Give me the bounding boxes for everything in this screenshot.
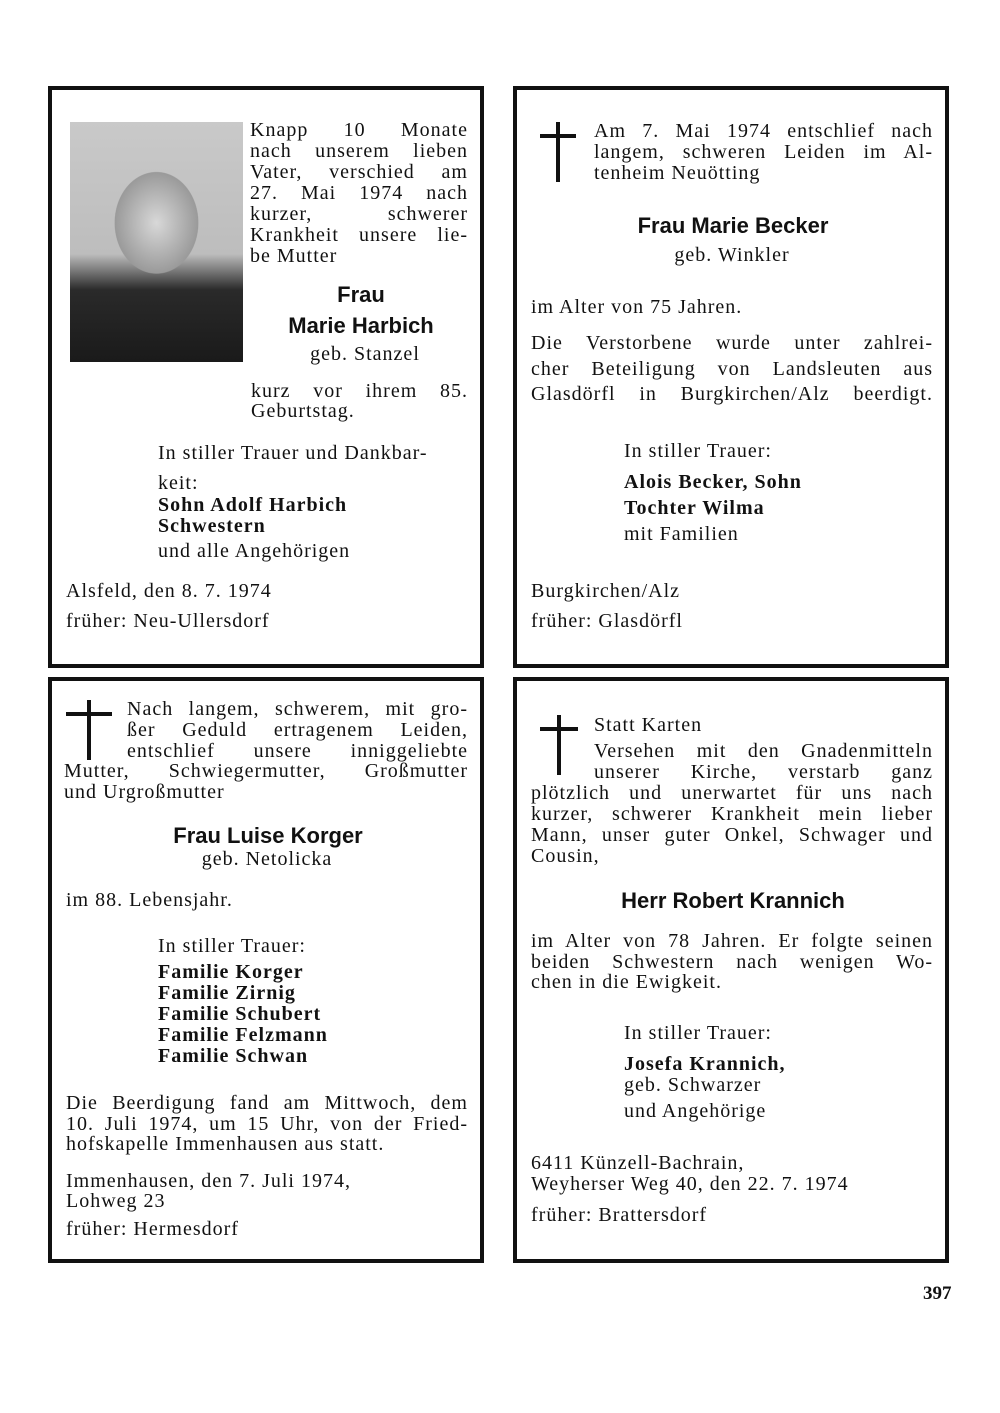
age: im Alter von 75 Jahren.: [531, 296, 743, 318]
cross-icon: [540, 122, 576, 182]
intro-line: Nach langem, schwerem, mit gro-: [127, 699, 468, 720]
mourner: Familie Felzmann: [158, 1024, 328, 1046]
intro-line: plötzlich und unerwartet für uns nach: [531, 783, 933, 804]
mourner: Familie Schubert: [158, 1003, 322, 1025]
body-line: chen in die Ewigkeit.: [531, 971, 722, 993]
intro-line: Am 7. Mai 1974 entschlief nach: [594, 121, 933, 142]
age: im 88. Lebensjahr.: [66, 889, 233, 911]
body-line: im Alter von 78 Jahren. Er folgte seinen: [531, 931, 933, 952]
mourner: Familie Zirnig: [158, 982, 296, 1004]
intro-line: Mann, unser guter Onkel, Schwager und: [531, 825, 933, 846]
maiden-name: geb. Stanzel: [310, 343, 420, 365]
mourner: Tochter Wilma: [624, 497, 765, 519]
after-line: Geburtstag.: [251, 400, 355, 422]
mourner: Schwestern: [158, 515, 266, 537]
deceased-name: Frau Luise Korger: [173, 823, 363, 848]
intro-line: ßer Geduld ertragenem Leiden,: [127, 720, 468, 741]
body-line: hofskapelle Immenhausen aus statt.: [66, 1133, 385, 1155]
intro-line: Krankheit unsere lie-: [250, 225, 468, 246]
mourners-tail: und alle Angehörigen: [158, 540, 351, 562]
body-line: Glasdörfl in Burgkirchen/Alz beerdigt.: [531, 384, 933, 405]
mourning-line: In stiller Trauer:: [158, 935, 306, 957]
intro-line: Cousin,: [531, 845, 600, 867]
portrait-photo: [70, 122, 243, 362]
body-line: beiden Schwestern nach wenigen Wo-: [531, 952, 933, 973]
mourner: Familie Schwan: [158, 1045, 309, 1067]
deceased-name: Marie Harbich: [288, 313, 434, 338]
body-line: Die Verstorbene wurde unter zahlrei-: [531, 333, 933, 354]
intro-line: langem, schweren Leiden im Al-: [594, 142, 933, 163]
mourners-tail: und Angehörige: [624, 1100, 767, 1122]
cross-icon: [540, 715, 578, 775]
intro-line: Knapp 10 Monate: [250, 120, 468, 141]
intro-line: entschlief unsere inniggeliebte: [127, 741, 468, 762]
intro-line: unserer Kirche, verstarb ganz: [594, 762, 933, 783]
intro-line: kurzer, schwerer: [250, 204, 468, 225]
intro-line: und Urgroßmutter: [64, 781, 225, 803]
intro-line: Vater, verschied am: [250, 162, 468, 183]
former-home: früher: Hermesdorf: [66, 1218, 239, 1240]
intro-line: Statt Karten: [594, 714, 703, 736]
former-home: früher: Neu-Ullersdorf: [66, 610, 270, 632]
mourner: Alois Becker, Sohn: [624, 471, 802, 493]
intro-line: 27. Mai 1974 nach: [250, 183, 468, 204]
mourners-tail: geb. Schwarzer: [624, 1074, 762, 1096]
body-line: 10. Juli 1974, um 15 Uhr, von der Fried-: [66, 1114, 468, 1135]
mourner: Josefa Krannich,: [624, 1053, 786, 1075]
place-date: Weyherser Weg 40, den 22. 7. 1974: [531, 1173, 849, 1195]
body-line: Die Beerdigung fand am Mittwoch, dem: [66, 1093, 468, 1114]
intro-line: be Mutter: [250, 245, 338, 267]
address: 6411 Künzell-Bachrain,: [531, 1152, 745, 1174]
intro-line: Versehen mit den Gnadenmitteln: [594, 741, 933, 762]
maiden-name: geb. Netolicka: [201, 848, 333, 870]
intro-line: tenheim Neuötting: [594, 162, 761, 184]
mourning-line: In stiller Trauer:: [624, 440, 772, 462]
place-date: Burgkirchen/Alz: [531, 580, 681, 602]
mourning-line: In stiller Trauer:: [624, 1022, 772, 1044]
deceased-name: Frau Marie Becker: [637, 213, 829, 238]
mourners-tail: mit Familien: [624, 523, 739, 545]
mourning-line: keit:: [158, 472, 199, 494]
after-line: kurz vor ihrem 85.: [251, 381, 468, 402]
address: Lohweg 23: [66, 1190, 166, 1212]
mourning-line: In stiller Trauer und Dankbar-: [158, 442, 428, 464]
cross-icon: [66, 700, 112, 760]
deceased-title: Frau: [337, 282, 385, 307]
mourner: Sohn Adolf Harbich: [158, 494, 348, 516]
deceased-name: Herr Robert Krannich: [621, 888, 845, 913]
place-date: Alsfeld, den 8. 7. 1974: [66, 580, 272, 602]
mourner: Familie Korger: [158, 961, 304, 983]
place-date: Immenhausen, den 7. Juli 1974,: [66, 1170, 351, 1192]
former-home: früher: Brattersdorf: [531, 1204, 708, 1226]
maiden-name: geb. Winkler: [674, 244, 790, 266]
intro-line: kurzer, schwerer Krankheit mein lieber: [531, 804, 933, 825]
intro-line: nach unserem lieben: [250, 141, 468, 162]
former-home: früher: Glasdörfl: [531, 610, 683, 632]
page-number: 397: [923, 1283, 952, 1304]
intro-line: Mutter, Schwiegermutter, Großmutter: [64, 761, 468, 782]
body-line: cher Beteiligung von Landsleuten aus: [531, 359, 933, 380]
